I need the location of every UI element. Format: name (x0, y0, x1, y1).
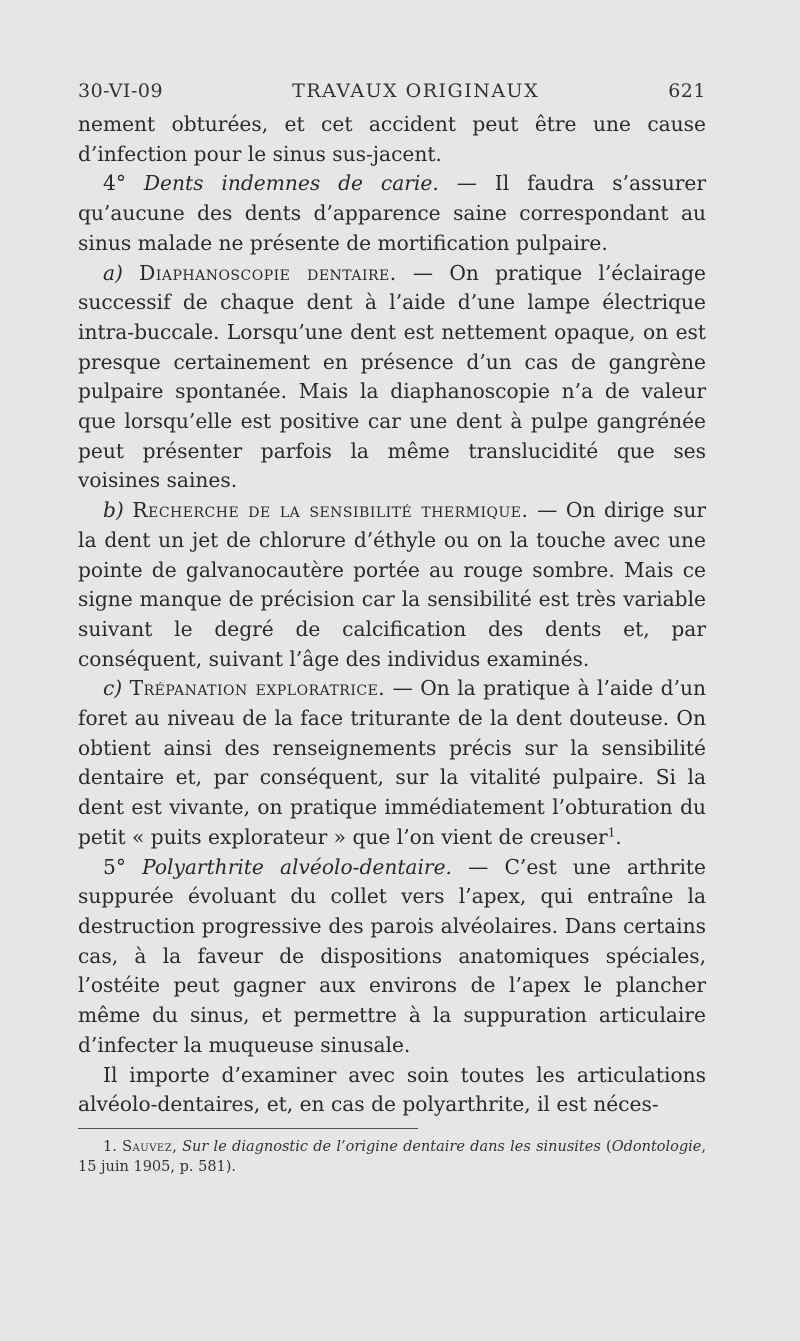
footnote (78, 1137, 706, 1177)
subsection-letter: c) (103, 676, 130, 701)
footnote-author: Sauvez (122, 1139, 173, 1155)
subsection-letter: a) (103, 260, 140, 285)
paragraph-dents-indemnes (78, 169, 706, 258)
footnote-number: 1. (103, 1139, 123, 1155)
paragraph-text: — On pratique l’éclairage successif de chaque dent à l’aide d’une lampe électrique intra-buccale. Lorsqu’une dent est nettement opaque, on est presque certainement en présence d’un cas de gangrène pulpaire spontanée. Mais la diaphanoscopie n’a de valeur que lorsqu’elle est positive car une dent à pulpe gangrénée peut présenter parfois la même translucidité que ses voisines saines. (78, 260, 706, 493)
paragraph-text: nement obturées, et cet accident peut être une cause d’infection pour le sinus sus-jacent. (78, 112, 706, 166)
footnote-citation: , 15 juin 1905, p. 581). (78, 1139, 706, 1175)
paragraph-text: — Il faudra s’assurer qu’aucune des dents d’apparence saine correspondant au sinus malade ne présente de mortification pulpaire. (78, 171, 706, 255)
paragraph-articulations (78, 1061, 706, 1120)
subsection-letter: b) (103, 498, 133, 523)
subsection-title: Trépanation exploratrice. (129, 676, 386, 701)
paragraph-text: Il importe d’examiner avec soin toutes les articulations alvéolo-dentaires, et, en cas de polyarthrite, il est néces- (78, 1062, 706, 1117)
page-number: 621 (668, 80, 706, 102)
footnote-reference: 1 (607, 825, 616, 840)
paragraph-sensibilite-thermique (78, 496, 706, 674)
paragraph-text: — C’est une arthrite suppurée évoluant du collet vers l’apex, qui entraîne la destruction progressive des parois alvéolaires. Dans certains cas, à la faveur de dispositions anatomiques spéciales, l’ostéite peut gagner aux environs de l’apex le plancher même du sinus, et permettre à la suppuration articulaire d’infecter la muqueuse sinusale. (78, 854, 706, 1057)
footnote-separator-text: , (172, 1139, 183, 1155)
paragraph-text: — On la pratique à l’aide d’un foret au niveau de la face triturante de la dent douteuse. On obtient ainsi des renseignements précis sur la sensibilité dentaire et, par conséquent, sur la vitalité pulpaire. Si la dent est vivante, on pratique immédiatement l’obturation du petit « puits explorateur » que l’on vient de creuser (78, 676, 706, 849)
footnote-separator (78, 1128, 418, 1129)
section-number: 4° (103, 171, 144, 196)
subsection-title: Recherche de la sensibilité thermique. (132, 498, 529, 523)
paragraph-end: . (615, 824, 622, 849)
subsection-title: Diaphanoscopie dentaire. (139, 260, 397, 285)
header-date: 30-VI-09 (78, 80, 164, 102)
paragraph-polyarthrite (78, 853, 706, 1061)
page (78, 80, 706, 1120)
footnote-paren: ( (600, 1139, 612, 1155)
footnote-journal: Odontologie (611, 1139, 702, 1155)
paragraph-continuation (78, 110, 706, 169)
paragraph-text: — On dirige sur la dent un jet de chlorure d’éthyle ou on la touche avec une pointe de galvanocautère portée au rouge sombre. Mais ce signe manque de précision car la sensibilité est très variable suivant le degré de calcification des dents et, par conséquent, suivant l’âge des individus examinés. (78, 498, 707, 671)
running-head (78, 80, 706, 110)
section-number: 5° (103, 854, 143, 879)
body-text (78, 110, 706, 1120)
section-title: Polyarthrite alvéolo-dentaire. (142, 854, 452, 879)
paragraph-trepanation (78, 674, 706, 852)
footnote-title: Sur le diagnostic de l’origine dentaire dans les sinusites (182, 1139, 601, 1155)
header-section-title: TRAVAUX ORIGINAUX (292, 80, 540, 102)
section-title: Dents indemnes de carie. (143, 171, 439, 196)
paragraph-diaphanoscopie (78, 259, 706, 497)
